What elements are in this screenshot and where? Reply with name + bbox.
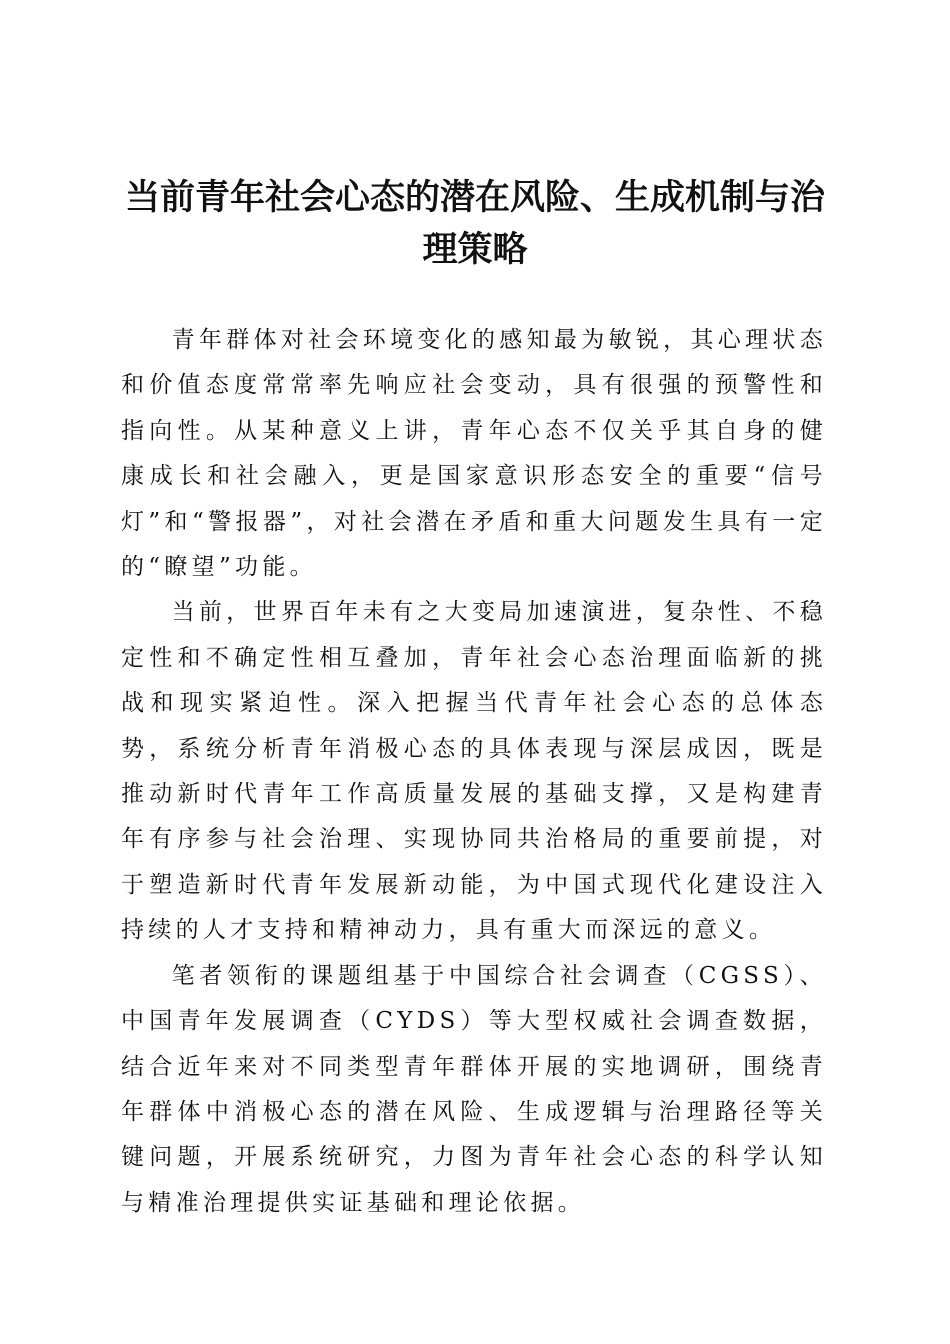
paragraph-3: 笔者领衔的课题组基于中国综合社会调查（CGSS）、中国青年发展调查（CYDS）等大型权威社会调查数据，结合近年来对不同类型青年群体开展的实地调研，围绕青年群体中消极心态的潜在风险、生成逻辑与治理路径等关键问题，开展系统研究，力图为青年社会心态的科学认知与精准治理提供实证基础和理论依据。: [121, 962, 827, 1216]
paragraph-1: 青年群体对社会环境变化的感知最为敏锐，其心理状态和价值态度常常率先响应社会变动，具有很强的预警性和指向性。从某种意义上讲，青年心态不仅关乎其自身的健康成长和社会融入，更是国家意识形态安全的重要“信号灯”和“警报器”，对社会潜在矛盾和重大问题发生具有一定的“瞭望”功能。: [121, 327, 827, 581]
paragraph-2: 当前，世界百年未有之大变局加速演进，复杂性、不稳定性和不确定性相互叠加，青年社会心态治理面临新的挑战和现实紧迫性。深入把握当代青年社会心态的总体态势，系统分析青年消极心态的具体表现与深层成因，既是推动新时代青年工作高质量发展的基础支撑，又是构建青年有序参与社会治理、实现协同共治格局的重要前提，对于塑造新时代青年发展新动能，为中国式现代化建设注入持续的人才支持和精神动力，具有重大而深远的意义。: [121, 599, 827, 944]
document-body: [121, 318, 827, 1226]
document-title: 当前青年社会心态的潜在风险、生成机制与治理策略: [124, 177, 825, 270]
